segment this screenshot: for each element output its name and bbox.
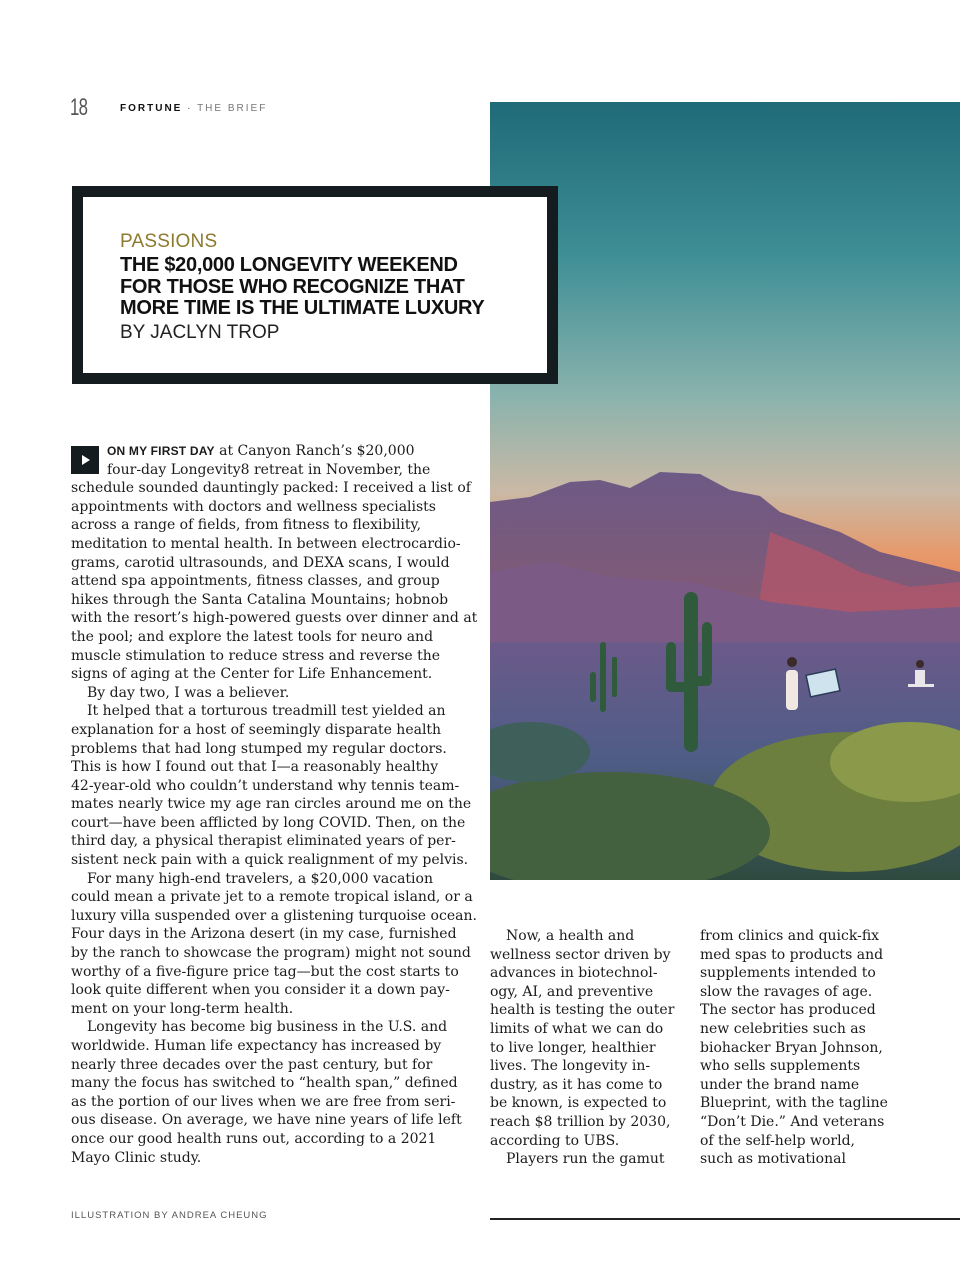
body-column-3 xyxy=(700,927,890,1169)
text-line: worldwide. Human life expectancy has increased by xyxy=(71,1038,442,1054)
text-line: By day two, I was a believer. xyxy=(87,684,290,701)
text-line: attend spa appointments, fitness classes, and group xyxy=(71,573,440,590)
text-line: wellness sector driven by xyxy=(490,946,671,963)
text-line: from clinics and quick-fix xyxy=(700,928,880,944)
text-line: under the brand name xyxy=(700,1076,860,1093)
text-line: look quite different when you consider it a down pay- xyxy=(71,982,450,999)
text-line: be known, is expected to xyxy=(490,1095,667,1112)
text-line: sistent neck pain with a quick realignment of my pelvis. xyxy=(71,852,469,869)
text-line: third day, a physical therapist eliminated years of per- xyxy=(71,833,456,850)
text-line: Longevity has become big business in the U.S. and xyxy=(87,1019,448,1036)
desert-illustration xyxy=(490,102,960,880)
text-line: The sector has produced xyxy=(700,1002,876,1019)
text-line: dustry, as it has come to xyxy=(490,1076,663,1093)
text-line: Blueprint, with the tagline xyxy=(700,1095,888,1112)
text-line: could mean a private jet to a remote tropical island, or a xyxy=(71,889,473,906)
text-line: supplements intended to xyxy=(700,965,876,982)
text-line: 42-year-old who couldn’t understand why tennis team- xyxy=(71,777,460,794)
text-line: by the ranch to showcase the program) might not sound xyxy=(71,945,471,962)
title-box xyxy=(72,186,558,384)
text-line: health is testing the outer xyxy=(490,1002,675,1019)
text-line: many the focus has switched to “health span,” defined xyxy=(71,1075,458,1092)
running-head-separator: · xyxy=(187,103,193,114)
text-line: reach $8 trillion by 2030, xyxy=(490,1113,671,1130)
headline-line: FOR THOSE WHO RECOGNIZE THAT xyxy=(120,275,465,298)
column-1-text xyxy=(71,442,478,1167)
running-head xyxy=(120,103,267,114)
text-line: explanation for a host of seemingly disparate health xyxy=(71,721,442,738)
text-line: appointments with doctors and wellness specialists xyxy=(71,498,436,515)
text-line xyxy=(71,442,441,461)
text-line: who sells supplements xyxy=(700,1058,861,1075)
text-line: ment on your long-term health. xyxy=(71,1000,294,1017)
text-line: four-day Longevity8 retreat in November, the xyxy=(107,461,431,478)
text-line: nearly three decades over the past century, but for xyxy=(71,1056,433,1073)
body-column-2 xyxy=(490,927,675,1169)
text-line: For many high-end travelers, a $20,000 vacation xyxy=(87,870,433,887)
magazine-name: FORTUNE xyxy=(120,103,183,114)
text-line: limits of what we can do xyxy=(490,1020,664,1037)
text-line: such as motivational xyxy=(700,1151,846,1168)
text-line: Players run the gamut xyxy=(506,1151,665,1168)
text-line: biohacker Bryan Johnson, xyxy=(700,1039,883,1056)
play-icon xyxy=(71,446,99,474)
illustration-credit: ILLUSTRATION BY ANDREA CHEUNG xyxy=(71,1210,268,1221)
text-line: lives. The longevity in- xyxy=(490,1058,651,1075)
article-headline xyxy=(120,255,547,320)
text-line: Four days in the Arizona desert (in my case, furnished xyxy=(71,926,457,943)
text-line: Now, a health and xyxy=(506,928,635,944)
page-number: 18 xyxy=(70,94,88,121)
body-column-1 xyxy=(71,442,478,1167)
text-line: Mayo Clinic study. xyxy=(71,1149,202,1166)
column-3-text xyxy=(700,927,890,1169)
text-line: mates nearly twice my age ran circles around me on the xyxy=(71,796,472,813)
text-line: to live longer, healthier xyxy=(490,1039,656,1056)
text-line: as the portion of our lives when we are free from seri- xyxy=(71,1093,456,1110)
text-line: once our good health runs out, according to a 2021 xyxy=(71,1130,437,1147)
text-line: schedule sounded dauntingly packed: I received a list of xyxy=(71,480,471,497)
byline: BY JACLYN TROP xyxy=(120,321,280,343)
text-line: It helped that a torturous treadmill test yielded an xyxy=(87,703,446,720)
text-line: across a range of fields, from fitness to flexibility, xyxy=(71,517,422,534)
text-line: med spas to products and xyxy=(700,946,884,963)
bottom-rule xyxy=(490,1218,960,1220)
text-line: advances in biotechnol- xyxy=(490,965,658,982)
column-2-text xyxy=(490,927,675,1169)
text-line: court—have been afflicted by long COVID. Then, on the xyxy=(71,814,466,831)
text-line: slow the ravages of age. xyxy=(700,983,873,1000)
text-line: This is how I found out that I—a reasonably healthy xyxy=(71,759,439,776)
text-line: worthy of a five-figure price tag—but the cost starts to xyxy=(71,963,459,980)
headline-line: MORE TIME IS THE ULTIMATE LUXURY xyxy=(120,297,485,319)
text-line: luxury villa suspended over a glistening turquoise ocean. xyxy=(71,907,477,924)
text-line: problems that had long stumped my regular doctors. xyxy=(71,740,447,757)
text-line: “Don’t Die.” And veterans xyxy=(700,1113,885,1130)
text-line: muscle stimulation to reduce stress and reverse the xyxy=(71,647,441,664)
text-line: signs of aging at the Center for Life Enhancement. xyxy=(71,666,433,683)
headline-line: THE $20,000 LONGEVITY WEEKEND xyxy=(120,254,458,276)
text-line: the pool; and explore the latest tools for neuro and xyxy=(71,628,434,645)
text-line: ous disease. On average, we have nine years of life left xyxy=(71,1112,462,1129)
text-line: according to UBS. xyxy=(490,1132,620,1149)
text-line: new celebrities such as xyxy=(700,1020,866,1037)
section-name: THE BRIEF xyxy=(197,103,268,114)
text-line: of the self-help world, xyxy=(700,1132,855,1149)
text-line: grams, carotid ultrasounds, and DEXA scans, I would xyxy=(71,554,450,571)
text-line: ogy, AI, and preventive xyxy=(490,983,654,1000)
text-line: meditation to mental health. In between electrocardio- xyxy=(71,535,461,552)
text-line: at Canyon Ranch’s $20,000 xyxy=(214,443,415,459)
lead-in: ON MY FIRST DAY xyxy=(107,444,215,458)
section-kicker: PASSIONS xyxy=(120,231,218,252)
text-line: hikes through the Santa Catalina Mountains; hobnob xyxy=(71,591,449,608)
text-line: with the resort’s high-powered guests over dinner and at xyxy=(71,610,478,627)
